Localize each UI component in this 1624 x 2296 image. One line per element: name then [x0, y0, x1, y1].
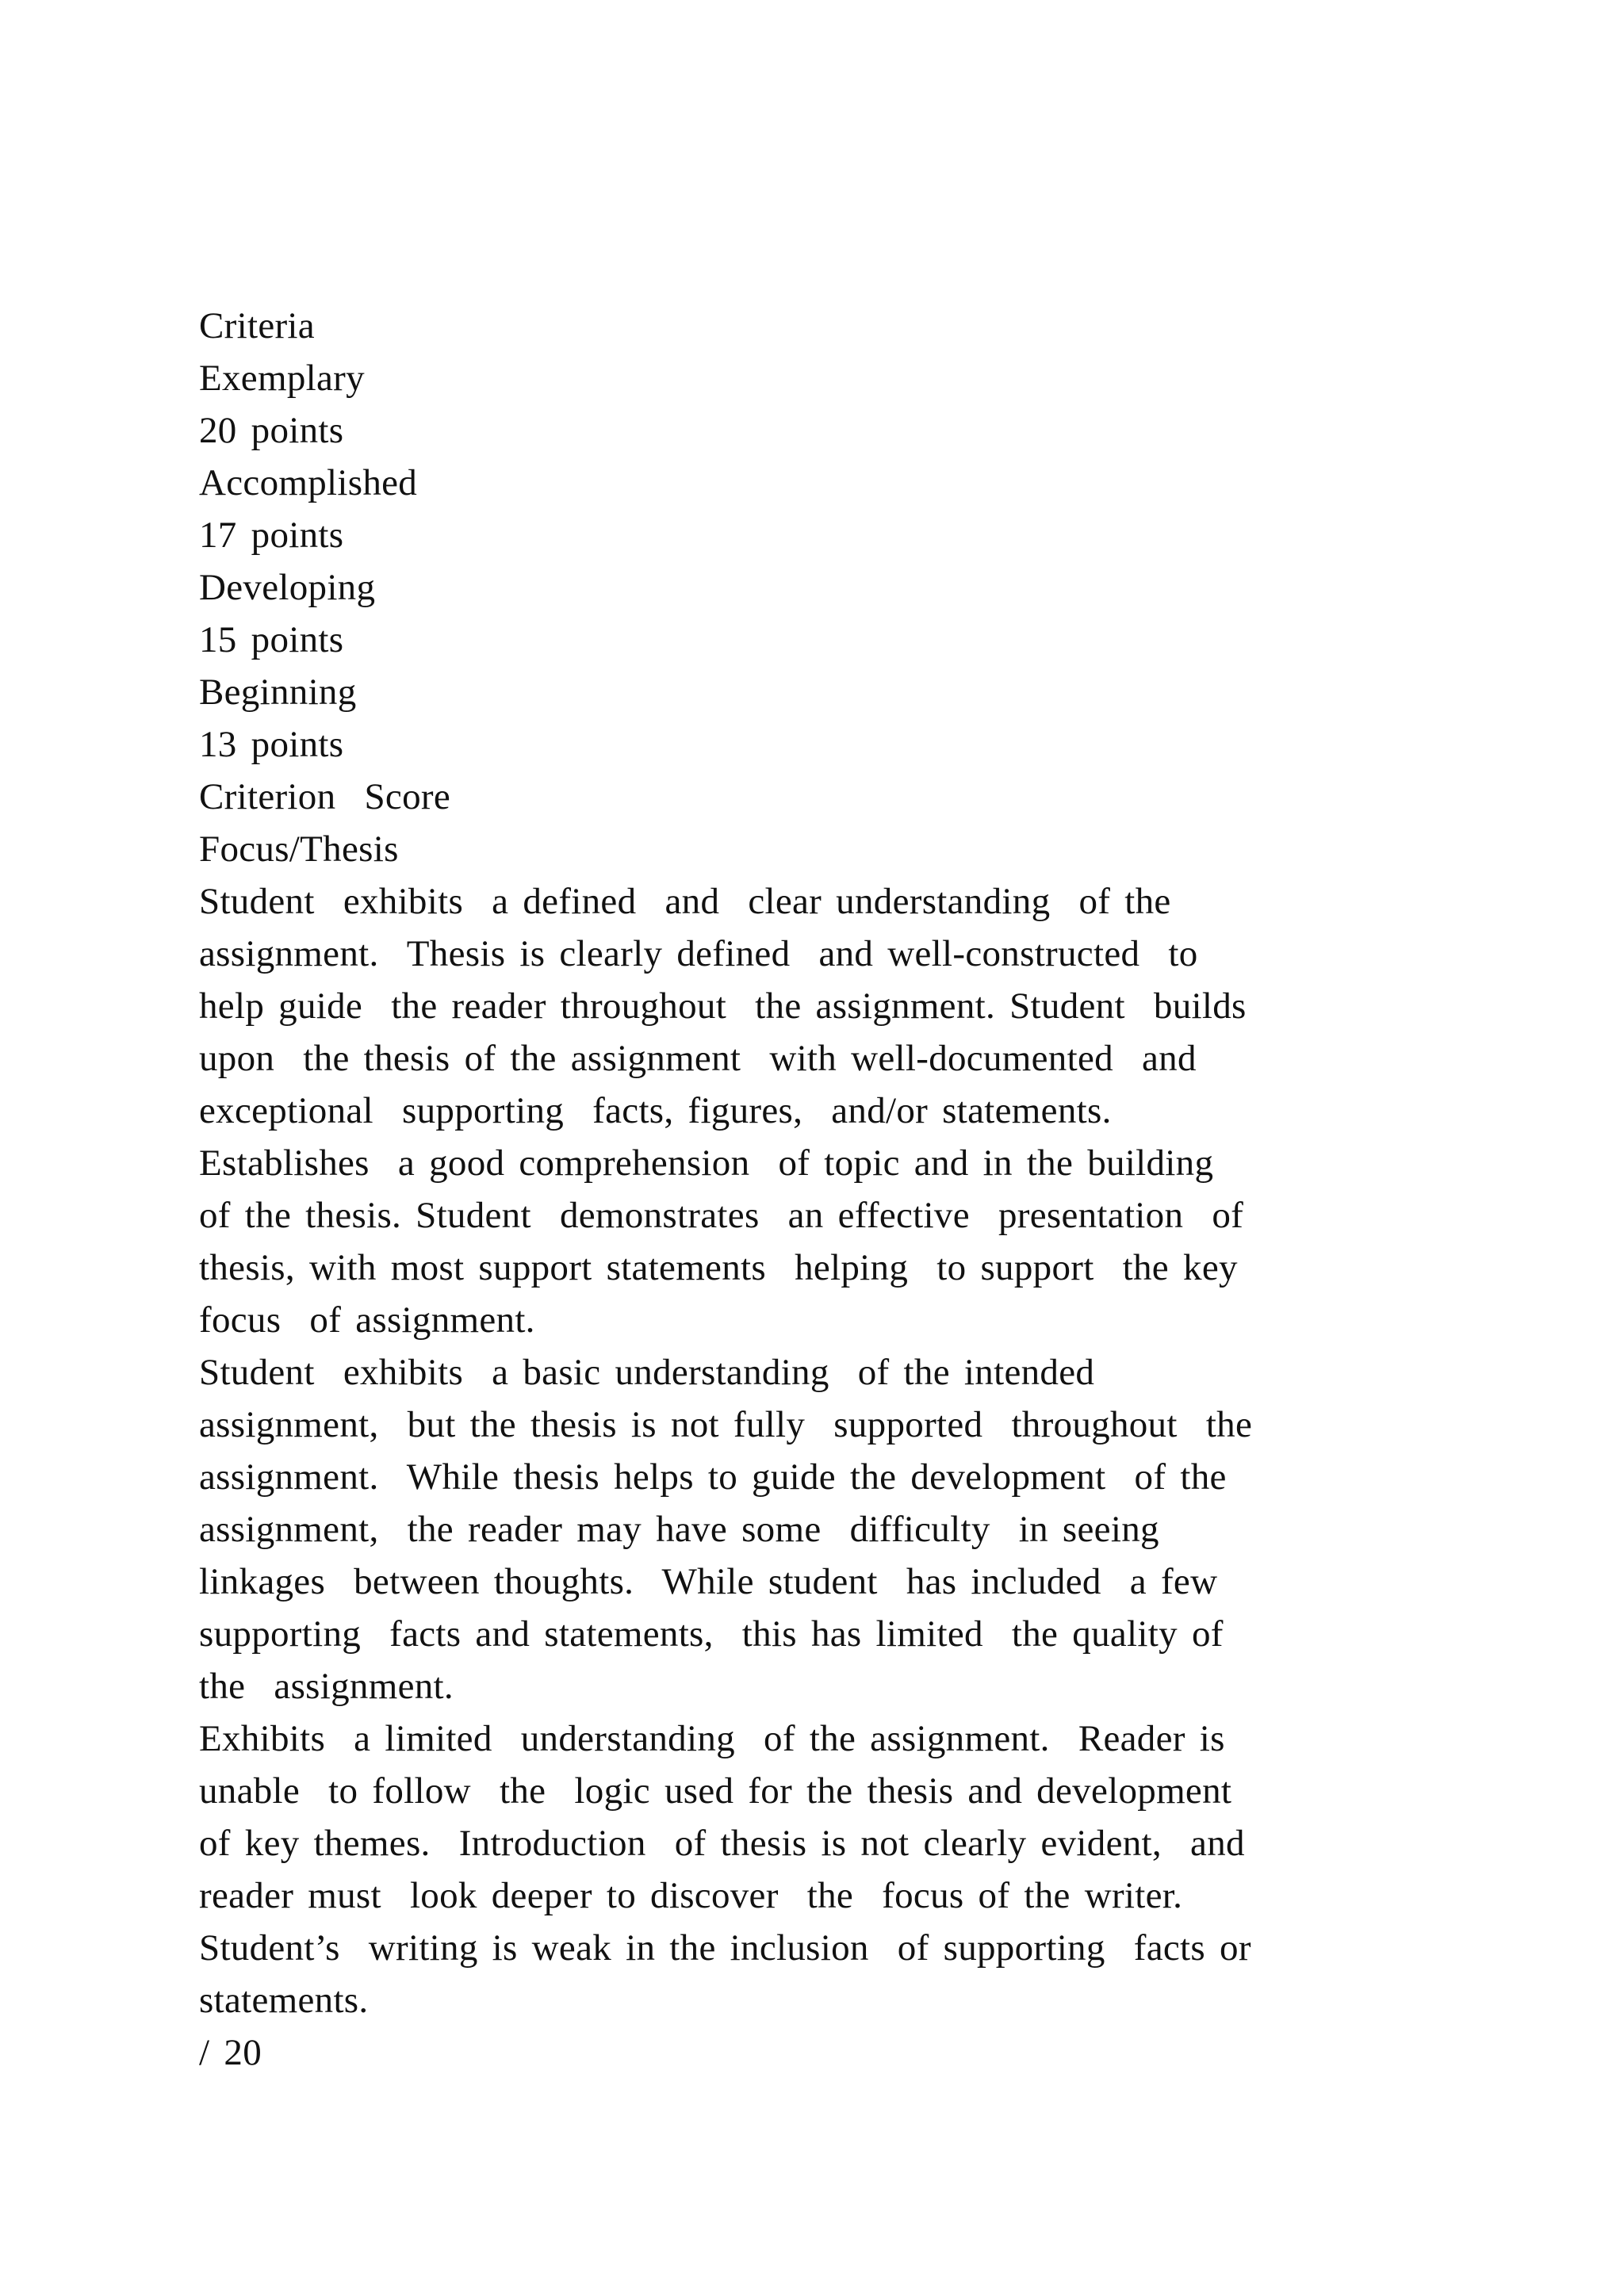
- text-line: the assignment.: [199, 1666, 454, 1707]
- text-line: supporting facts and statements, this has limited the quality of: [199, 1613, 1224, 1655]
- text-line: Accomplished: [199, 462, 418, 503]
- text-line: thesis, with most support statements helping to support the key: [199, 1247, 1238, 1288]
- text-line: Criteria: [199, 305, 315, 346]
- score-total: / 20: [199, 2032, 262, 2073]
- text-line: unable to follow the logic used for the thesis and development: [199, 1770, 1232, 1812]
- text-line: assignment. While thesis helps to guide the development of the: [199, 1456, 1227, 1498]
- text-line: 15 points: [199, 619, 344, 660]
- text-line: 13 points: [199, 724, 344, 765]
- text-line: Exhibits a limited understanding of the assignment. Reader is: [199, 1718, 1225, 1759]
- text-line: Establishes a good comprehension of topic and in the building: [199, 1142, 1214, 1184]
- text-line: Criterion Score: [199, 776, 450, 817]
- text-line: Student exhibits a basic understanding of the intended: [199, 1352, 1095, 1393]
- text-line: exceptional supporting facts, figures, and/or statements.: [199, 1090, 1112, 1131]
- text-line: 17 points: [199, 515, 344, 556]
- text-line: Beginning: [199, 672, 357, 713]
- text-line: of the thesis. Student demonstrates an effective presentation of: [199, 1195, 1244, 1236]
- text-line: upon the thesis of the assignment with well-documented and: [199, 1038, 1197, 1079]
- text-line: 20 points: [199, 410, 344, 451]
- text-line: linkages between thoughts. While student has included a few: [199, 1561, 1218, 1602]
- text-line: focus of assignment.: [199, 1299, 535, 1341]
- text-line: assignment, but the thesis is not fully supported throughout the: [199, 1404, 1253, 1445]
- text-line: Student’s writing is weak in the inclusion of supporting facts or: [199, 1927, 1251, 1969]
- text-line: help guide the reader throughout the assignment. Student builds: [199, 985, 1247, 1027]
- text-line: Student exhibits a defined and clear understanding of the: [199, 881, 1171, 922]
- text-line: reader must look deeper to discover the focus of the writer.: [199, 1875, 1183, 1916]
- text-line: Developing: [199, 567, 376, 608]
- text-line: Exemplary: [199, 358, 365, 399]
- text-line: assignment, the reader may have some difficulty in seeing: [199, 1509, 1159, 1550]
- text-line: of key themes. Introduction of thesis is not clearly evident, and: [199, 1823, 1245, 1864]
- text-line: statements.: [199, 1980, 369, 2021]
- text-line: Focus/Thesis: [199, 828, 399, 870]
- rubric-text: [199, 300, 1468, 2079]
- text-line: assignment. Thesis is clearly defined and well-constructed to: [199, 933, 1198, 974]
